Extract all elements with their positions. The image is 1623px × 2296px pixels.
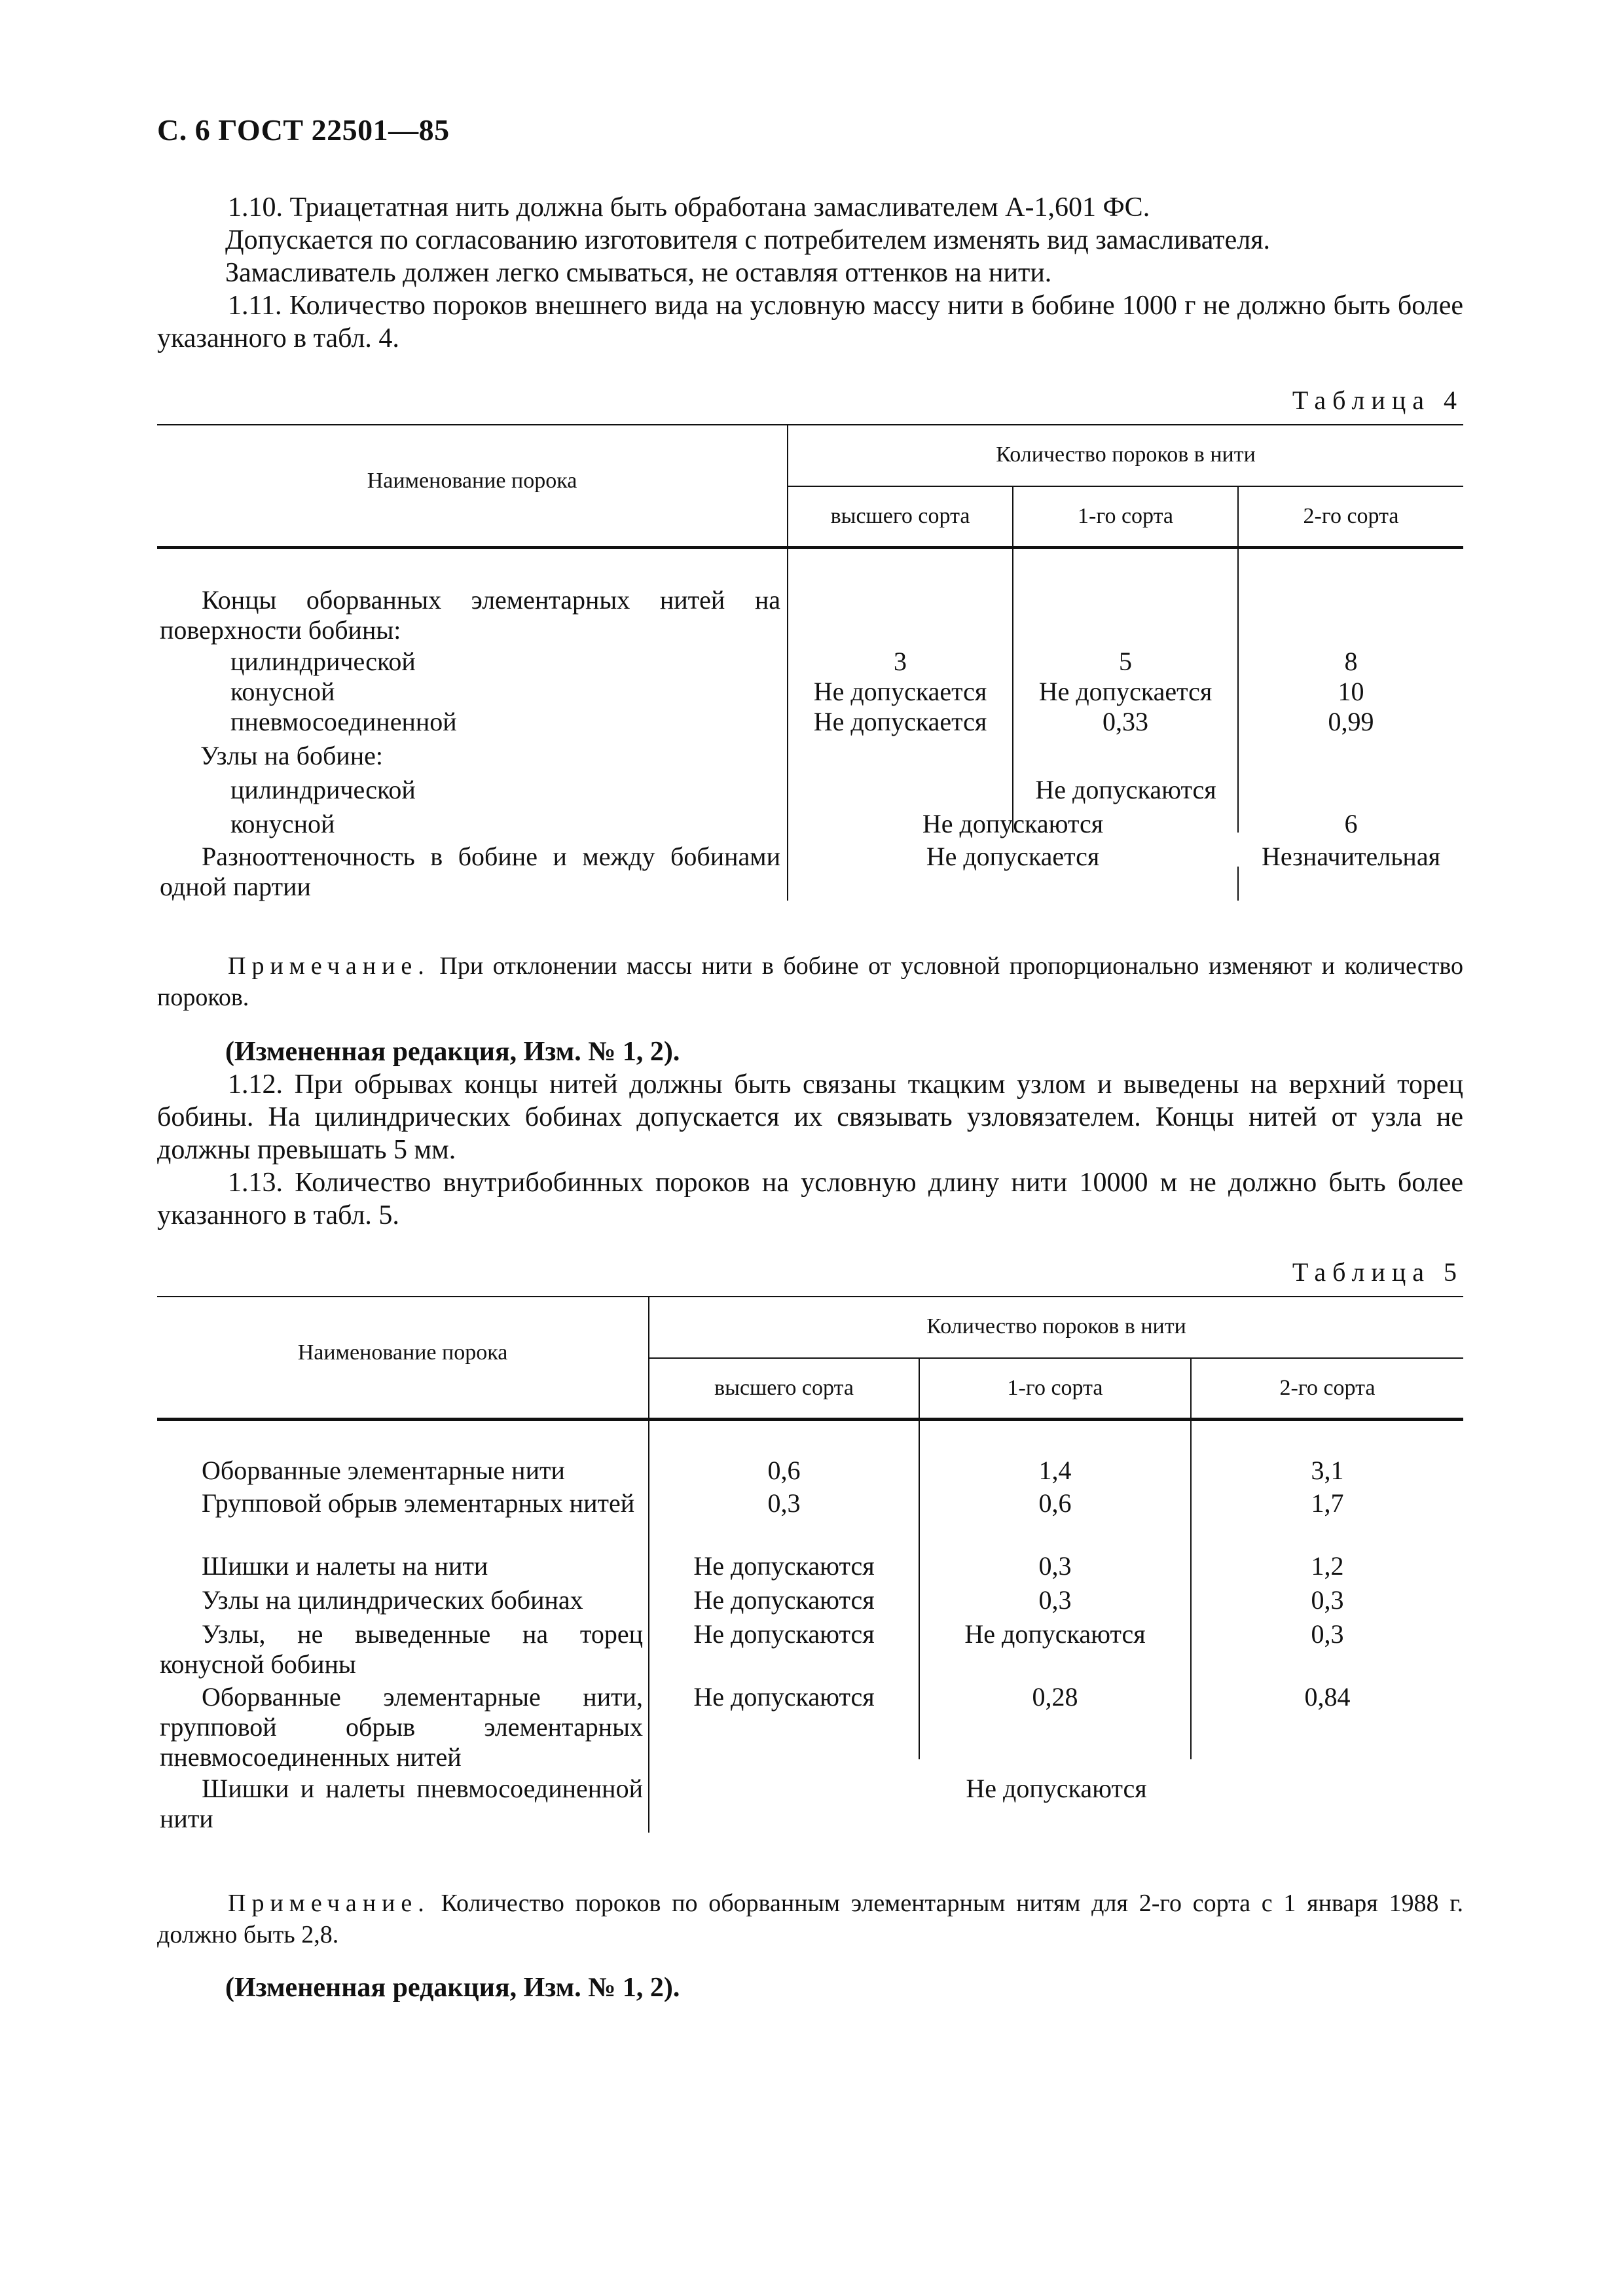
paragraph-1-12: 1.12. При обрывах концы нитей должны быть связаны ткацким узлом и выведены на верхний торец бобины. На цилиндрических бобинах допускается их связывать узловязателем. Концы нитей от узла не должны превышать 5 мм. bbox=[157, 1069, 1463, 1165]
t4-col-name: Наименование порока bbox=[367, 469, 577, 493]
t4-knots-cyl-span: Не допускаются bbox=[1035, 775, 1216, 804]
t5-cell: Не допускаются bbox=[693, 1551, 875, 1581]
t4-pneumo-1: 0,33 bbox=[1103, 707, 1148, 736]
t5-row-name: Оборванные элементарные нити, групповой обрыв элементарных пневмосоединенных нитей bbox=[160, 1682, 643, 1772]
t5-col-grade-2: 2-го сорта bbox=[1279, 1376, 1376, 1400]
t4-row-ends-title: Концы оборванных элементарных нитей на поверхности бобины: bbox=[160, 585, 780, 645]
t4-col-grade-top: высшего сорта bbox=[830, 504, 970, 528]
t5-row-name: Узлы на цилиндрических бобинах bbox=[202, 1585, 583, 1615]
t4-row-knots-cyl: цилиндрической bbox=[230, 775, 416, 804]
table-4 bbox=[157, 424, 1463, 908]
table-5-caption: Таблица 5 bbox=[1292, 1257, 1463, 1287]
t4-knots-cone-2: 6 bbox=[1344, 809, 1358, 838]
t5-col-grade-1: 1-го сорта bbox=[1007, 1376, 1103, 1400]
t4-cone-2: 10 bbox=[1338, 677, 1364, 706]
t4-cyl-2: 8 bbox=[1344, 647, 1358, 676]
paragraph-1-10-b: Допускается по согласованию изготовителя с потребителем изменять вид замасливателя. bbox=[225, 225, 1271, 255]
t5-cell: 0,28 bbox=[1032, 1682, 1078, 1712]
t5-row-name: Шишки и налеты пневмосоединенной нити bbox=[160, 1774, 643, 1833]
t4-cyl-1: 5 bbox=[1119, 647, 1132, 676]
t4-col-grade-1: 1-го сорта bbox=[1078, 504, 1173, 528]
t5-cell-span: Не допускаются bbox=[966, 1774, 1147, 1803]
t5-cell: Не допускаются bbox=[693, 1682, 875, 1712]
paragraph-1-10: 1.10. Триацетатная нить должна быть обработана замасливателем А-1,601 ФС. bbox=[228, 192, 1150, 223]
t5-cell: Не допускаются bbox=[964, 1619, 1146, 1649]
t4-shade-span: Не допускается bbox=[926, 842, 1100, 871]
t4-pneumo-top: Не допускается bbox=[813, 707, 987, 736]
t5-row-name: Оборванные элементарные нити bbox=[202, 1456, 565, 1485]
table-5 bbox=[157, 1296, 1463, 1839]
note-label: Примечание. bbox=[228, 1890, 430, 1917]
table-4-note bbox=[157, 950, 1463, 1013]
t5-cell: 1,4 bbox=[1038, 1456, 1072, 1485]
t5-row-name: Групповой обрыв элементарных нитей bbox=[202, 1488, 635, 1518]
t4-cone-top: Не допускается bbox=[813, 677, 987, 706]
t5-col-group: Количество пороков в нити bbox=[926, 1314, 1186, 1338]
t4-knots-cone-span: Не допускаются bbox=[922, 809, 1104, 838]
t4-row-shade: Разнооттеночность в бобине и между бобинами одной партии bbox=[160, 842, 780, 901]
t5-cell: 0,3 bbox=[1038, 1551, 1072, 1581]
page-header: С. 6 ГОСТ 22501—85 bbox=[157, 113, 450, 147]
table-5-note bbox=[157, 1888, 1463, 1950]
table-4-caption: Таблица 4 bbox=[1292, 386, 1463, 415]
t5-row-name: Узлы, не выведенные на торец конусной бобины bbox=[160, 1619, 643, 1679]
paragraph-1-10-c: Замасливатель должен легко смываться, не оставляя оттенков на нити. bbox=[225, 258, 1052, 288]
t5-col-name: Наименование порока bbox=[297, 1340, 508, 1365]
note-text: При отклонении массы нити в бобине от условной пропорционально изменяют и количество пороков. bbox=[157, 952, 1464, 1011]
paragraph-1-11: 1.11. Количество пороков внешнего вида на условную массу нити в бобине 1000 г не должно быть более указанного в табл. 4. bbox=[157, 291, 1463, 353]
t5-col-grade-top: высшего сорта bbox=[714, 1376, 854, 1400]
t4-row-cone: конусной bbox=[230, 677, 335, 706]
paragraph-1-13: 1.13. Количество внутрибобинных пороков на условную длину нити 10000 м не должно быть более указанного в табл. 5. bbox=[157, 1168, 1463, 1230]
t5-cell: Не допускаются bbox=[693, 1619, 875, 1649]
t5-cell: 1,7 bbox=[1311, 1488, 1344, 1518]
t4-cone-1: Не допускается bbox=[1038, 677, 1213, 706]
t5-cell: 0,3 bbox=[1311, 1619, 1344, 1649]
t5-cell: 0,3 bbox=[767, 1488, 801, 1518]
t5-cell: 1,2 bbox=[1311, 1551, 1344, 1581]
t4-shade-2: Незначительная bbox=[1261, 842, 1440, 871]
t4-row-pneumo: пневмосоединенной bbox=[230, 707, 457, 736]
t4-col-group: Количество пороков в нити bbox=[996, 442, 1256, 467]
t4-row-knots-title: Узлы на бобине: bbox=[200, 741, 383, 770]
note-label: Примечание. bbox=[228, 952, 430, 980]
t5-cell: 0,6 bbox=[1038, 1488, 1072, 1518]
t5-cell: 0,3 bbox=[1311, 1585, 1344, 1615]
t4-row-cyl: цилиндрической bbox=[230, 647, 416, 676]
t4-row-knots-cone: конусной bbox=[230, 809, 335, 838]
t5-cell: 0,6 bbox=[767, 1456, 801, 1485]
amendment-note-1: (Измененная редакция, Изм. № 1, 2). bbox=[225, 1037, 680, 1067]
note-text: Количество пороков по оборванным элементарным нитям для 2-го сорта с 1 января 1988 г. должно быть 2,8. bbox=[157, 1890, 1463, 1948]
t4-pneumo-2: 0,99 bbox=[1328, 707, 1374, 736]
amendment-note-2: (Измененная редакция, Изм. № 1, 2). bbox=[225, 1973, 680, 2003]
t4-cyl-top: 3 bbox=[894, 647, 907, 676]
t4-col-grade-2: 2-го сорта bbox=[1303, 504, 1399, 528]
t5-cell: 0,3 bbox=[1038, 1585, 1072, 1615]
t5-cell: 0,84 bbox=[1304, 1682, 1351, 1712]
t5-cell: 3,1 bbox=[1311, 1456, 1344, 1485]
t5-cell: Не допускаются bbox=[693, 1585, 875, 1615]
t5-row-name: Шишки и налеты на нити bbox=[202, 1551, 488, 1581]
